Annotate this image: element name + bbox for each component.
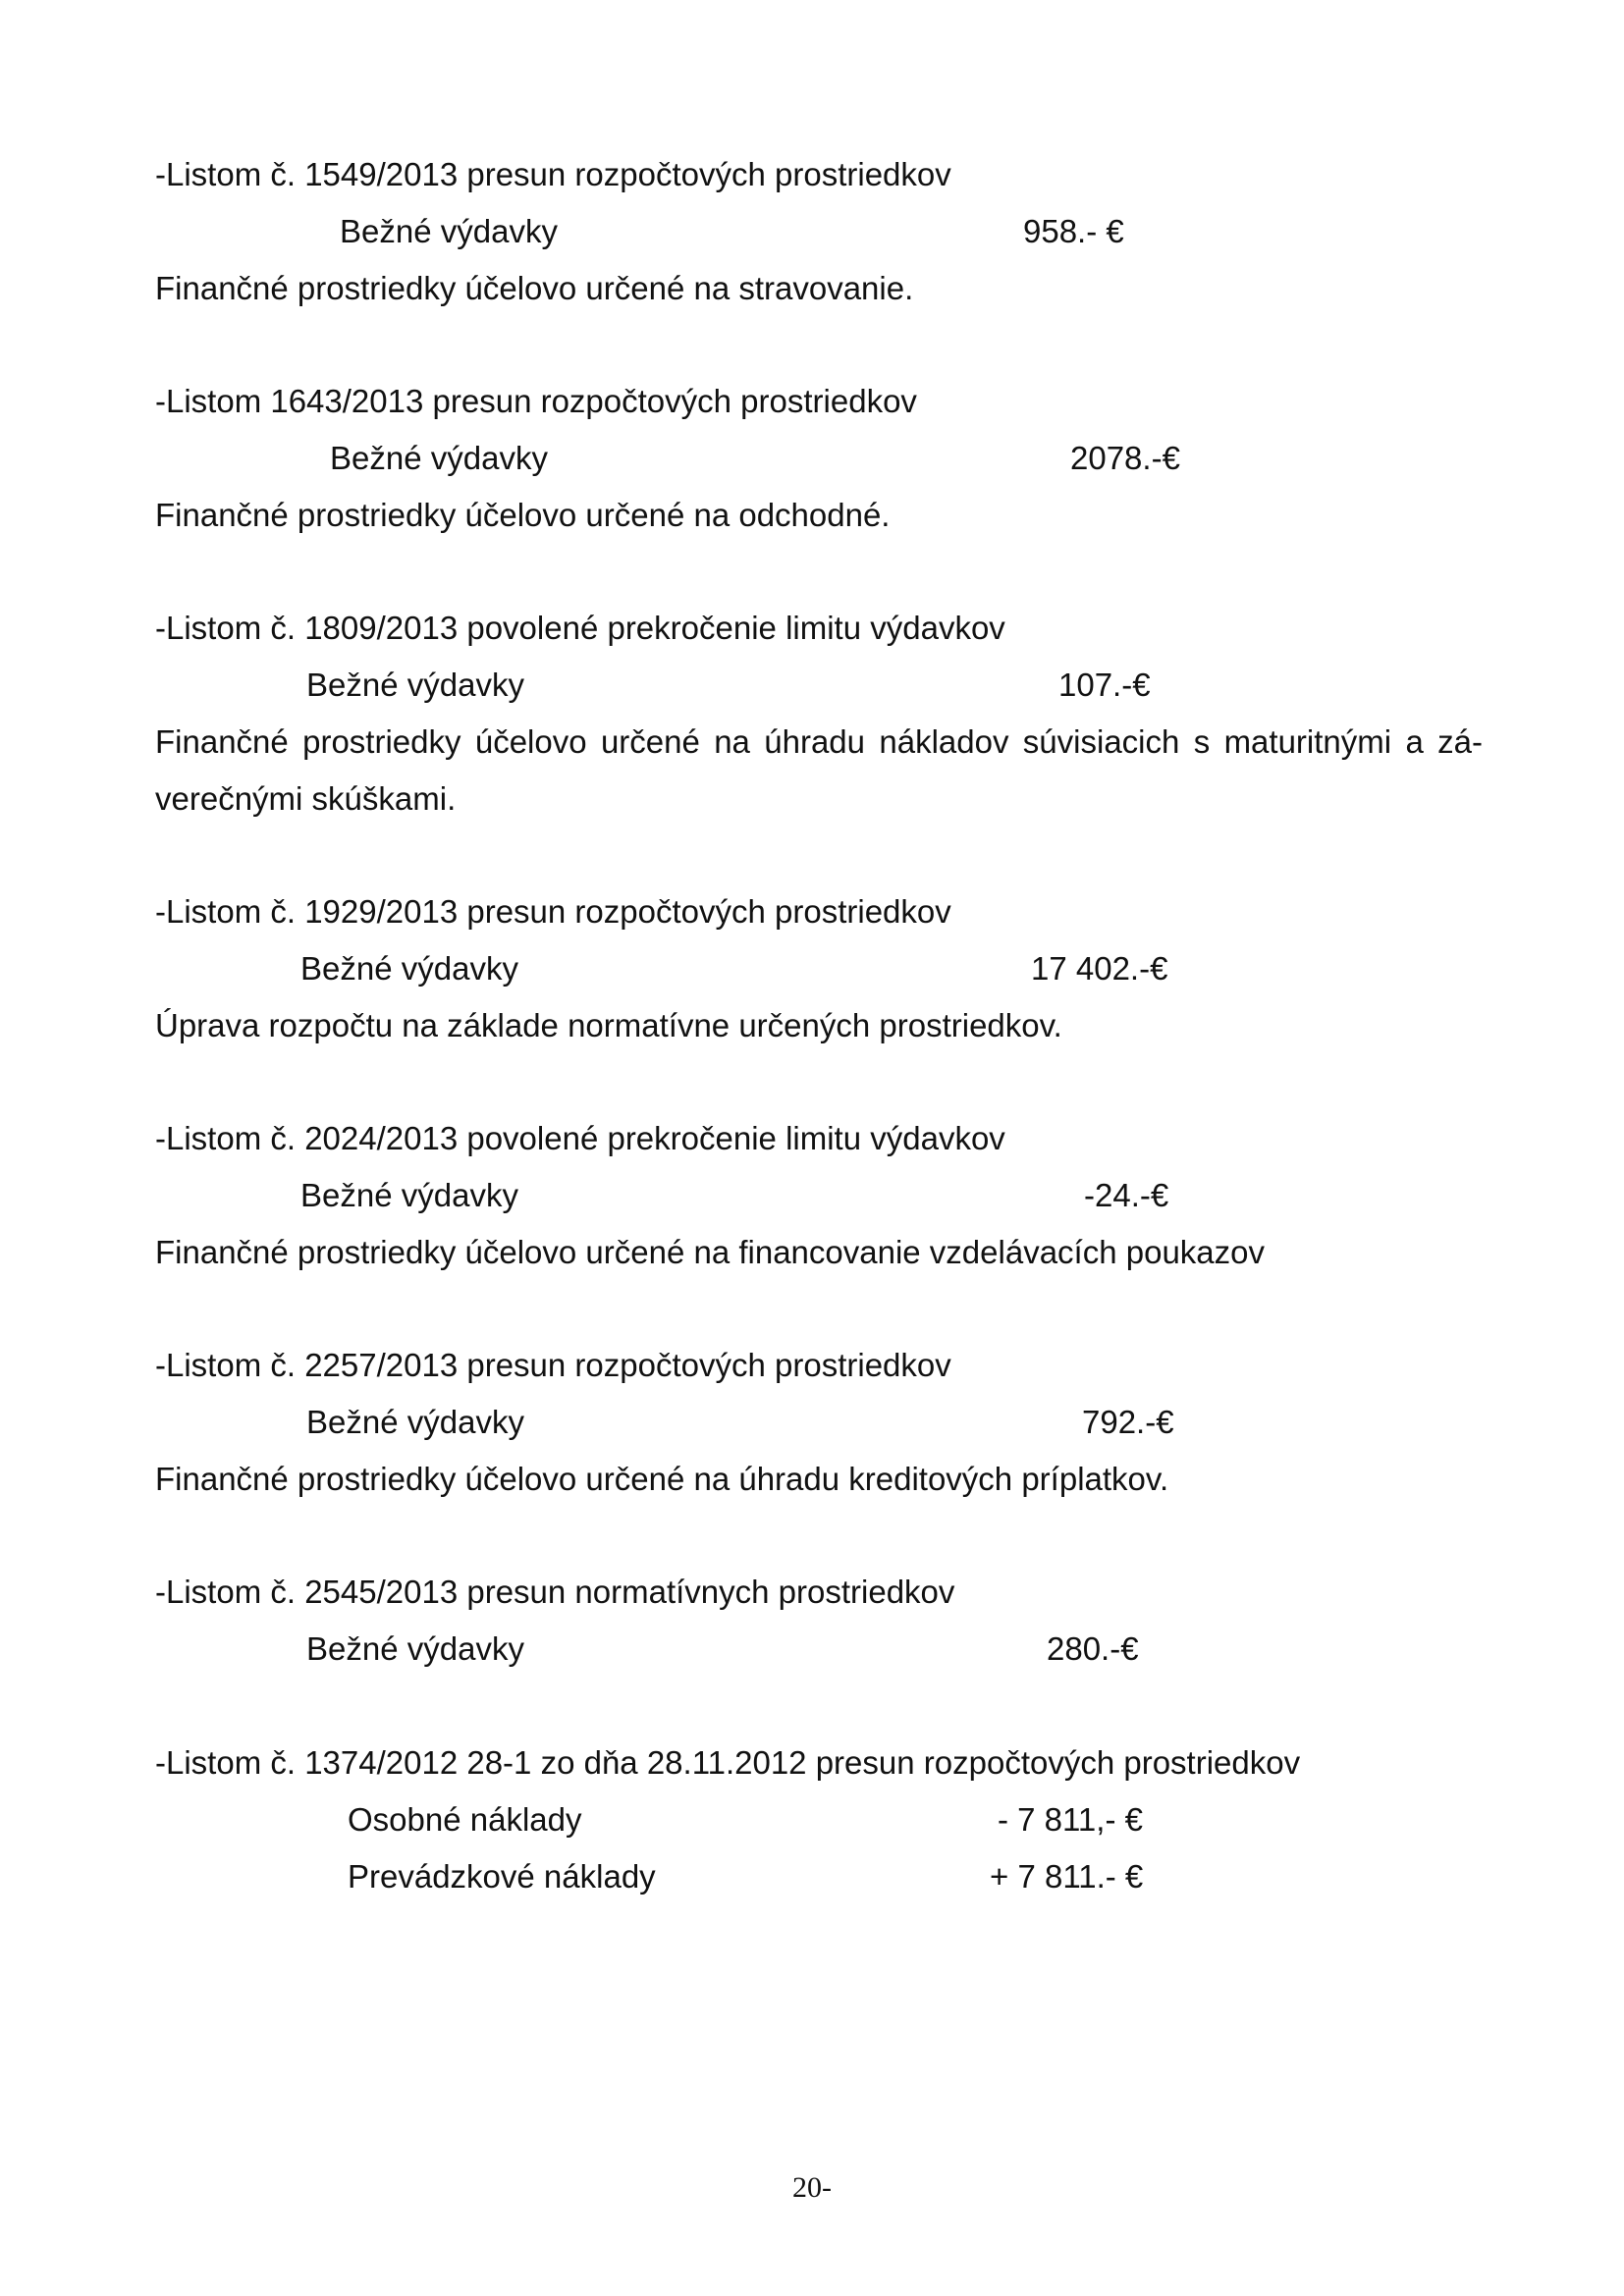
item-label: Bežné výdavky <box>340 213 558 249</box>
item-label: Bežné výdavky <box>306 1630 524 1667</box>
entry-note-line: Finančné prostriedky účelovo určené na úhradu nákladov súvisiacich s maturitnými a zá- <box>155 723 1483 760</box>
item-label: Bežné výdavky <box>306 667 524 703</box>
entry-heading: -Listom č. 1374/2012 28-1 zo dňa 28.11.2012 presun rozpočtových prostriedkov <box>155 1744 1301 1781</box>
entry-heading: -Listom č. 1809/2013 povolené prekročenie limitu výdavkov <box>155 610 1005 646</box>
entry-note: Úprava rozpočtu na základe normatívne určených prostriedkov. <box>155 1007 1062 1043</box>
entry-note: Finančné prostriedky účelovo určené na stravovanie. <box>155 270 914 306</box>
item-amount: 792.-€ <box>1082 1404 1174 1440</box>
entry-heading: -Listom č. 2257/2013 presun rozpočtových prostriedkov <box>155 1347 951 1383</box>
item-amount: -24.-€ <box>1084 1177 1169 1213</box>
entry-heading: -Listom č. 1549/2013 presun rozpočtových prostriedkov <box>155 156 951 192</box>
item-amount: 958.- € <box>1023 213 1124 249</box>
entry-note: Finančné prostriedky účelovo určené na odchodné. <box>155 497 891 533</box>
item-amount: - 7 811,- € <box>998 1801 1143 1838</box>
entry-note: Finančné prostriedky účelovo určené na financovanie vzdelávacích poukazov <box>155 1234 1266 1270</box>
entry-heading: -Listom č. 1929/2013 presun rozpočtových prostriedkov <box>155 893 951 930</box>
item-label: Bežné výdavky <box>306 1404 524 1440</box>
entry-heading: -Listom č. 2024/2013 povolené prekročenie limitu výdavkov <box>155 1120 1005 1156</box>
item-label: Bežné výdavky <box>330 440 548 476</box>
item-amount: 107.-€ <box>1058 667 1151 703</box>
item-label: Osobné náklady <box>348 1801 582 1838</box>
item-amount: 280.-€ <box>1047 1630 1139 1667</box>
item-amount: + 7 811.- € <box>990 1858 1144 1895</box>
entry-heading: -Listom 1643/2013 presun rozpočtových prostriedkov <box>155 383 917 419</box>
item-amount: 2078.-€ <box>1070 440 1180 476</box>
entry-heading: -Listom č. 2545/2013 presun normatívnych prostriedkov <box>155 1574 955 1610</box>
item-label: Bežné výdavky <box>300 950 518 987</box>
item-label: Prevádzkové náklady <box>348 1858 656 1895</box>
page-number: 20- <box>792 2171 832 2204</box>
item-label: Bežné výdavky <box>300 1177 518 1213</box>
entry-note: Finančné prostriedky účelovo určené na úhradu kreditových príplatkov. <box>155 1461 1169 1497</box>
item-amount: 17 402.-€ <box>1031 950 1168 987</box>
entry-note-line: verečnými skúškami. <box>155 780 457 817</box>
